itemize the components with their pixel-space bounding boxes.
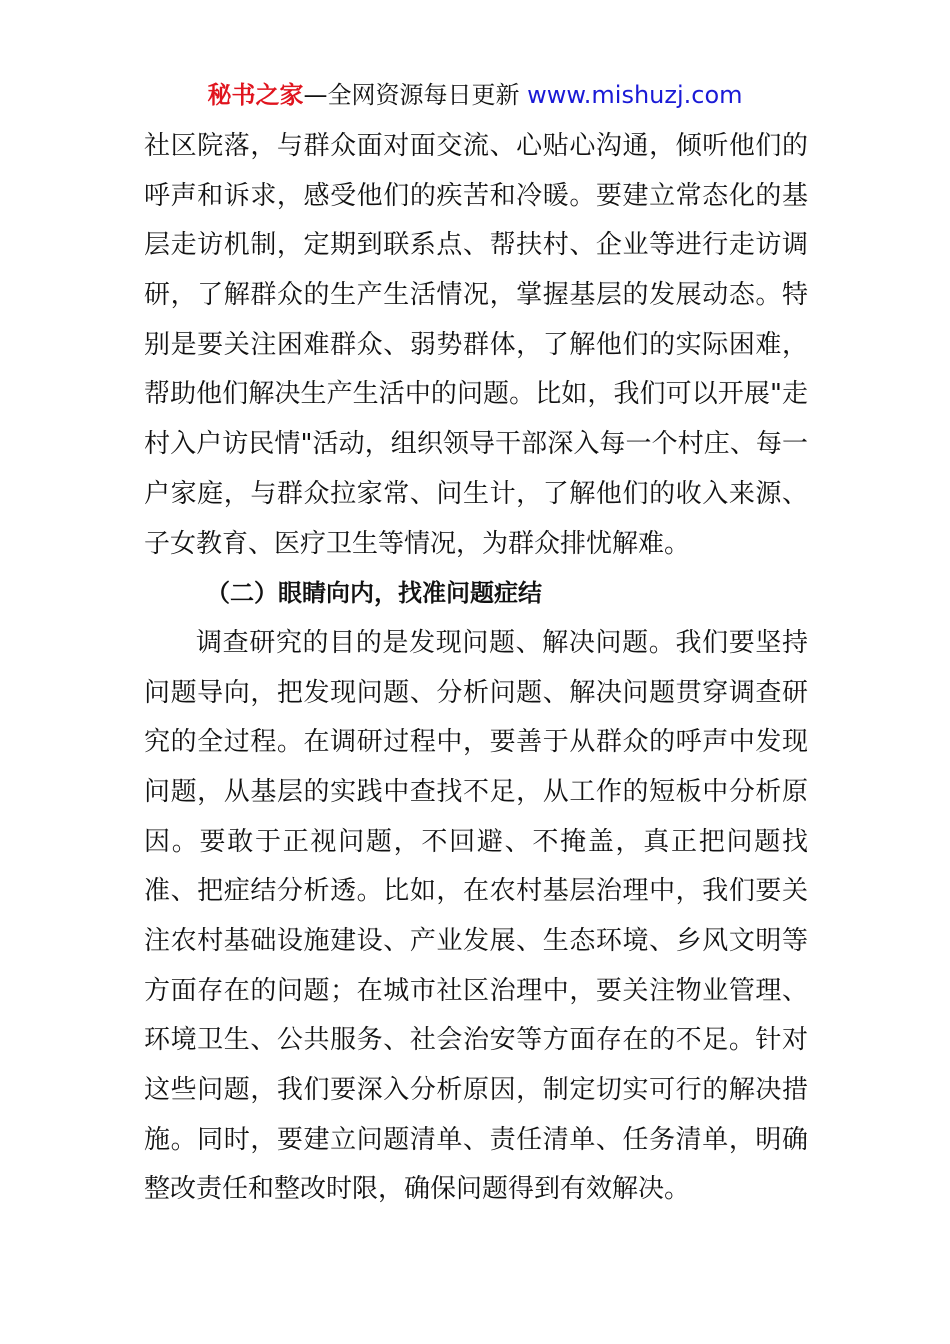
text-line: 帮助他们解决生产生活中的问题。比如，我们可以开展"走: [144, 379, 808, 410]
section-heading: （二）眼睛向内，找准问题症结: [206, 579, 542, 608]
text-line: 社区院落，与群众面对面交流、心贴心沟通，倾听他们的: [144, 131, 808, 161]
text-line: 注农村基础设施建设、产业发展、生态环境、乡风文明等: [144, 926, 808, 956]
text-line: 施。同时，要建立问题清单、责任清单、任务清单，明确: [144, 1124, 808, 1155]
text-line: 环境卫生、公共服务、社会治安等方面存在的不足。针对: [144, 1025, 808, 1056]
text-line: 子女教育、医疗卫生等情况，为群众排忧解难。: [144, 528, 691, 559]
text-line: 别是要关注困难群众、弱势群体，了解他们的实际困难，: [144, 329, 808, 360]
paragraph-2: [144, 619, 808, 1215]
header-tagline: —全网资源每日更新: [303, 81, 528, 109]
text-line: 村入户访民情"活动，组织领导干部深入每一个村庄、每一: [144, 429, 808, 460]
website-url[interactable]: www.mishuzj.com: [527, 81, 743, 109]
text-line: 呼声和诉求，感受他们的疾苦和冷暖。要建立常态化的基: [144, 180, 808, 211]
text-line: 整改责任和整改时限，确保问题得到有效解决。: [144, 1174, 691, 1205]
paragraph-1: [144, 122, 808, 569]
text-line: 这些问题，我们要深入分析原因，制定切实可行的解决措: [144, 1075, 808, 1106]
text-line: 层走访机制，定期到联系点、帮扶村、企业等进行走访调: [144, 230, 808, 261]
text-line: 究的全过程。在调研过程中，要善于从群众的呼声中发现: [144, 727, 808, 758]
text-line: 研，了解群众的生产生活情况，掌握基层的发展动态。特: [144, 280, 808, 311]
text-line: 准、把症结分析透。比如，在农村基层治理中，我们要关: [144, 876, 808, 907]
document-body: [144, 122, 808, 1215]
text-line: 方面存在的问题；在城市社区治理中，要关注物业管理、: [144, 975, 808, 1006]
text-line: 因。要敢于正视问题，不回避、不掩盖，真正把问题找: [144, 826, 808, 857]
page-header: [0, 78, 950, 112]
brand-name: 秘书之家: [207, 81, 304, 109]
text-line: 问题导向，把发现问题、分析问题、解决问题贯穿调查研: [144, 677, 808, 708]
text-line: 问题，从基层的实践中查找不足，从工作的短板中分析原: [144, 776, 808, 807]
text-line: 户家庭，与群众拉家常、问生计，了解他们的收入来源、: [144, 478, 808, 509]
text-line: 调查研究的目的是发现问题、解决问题。我们要坚持: [196, 627, 808, 658]
